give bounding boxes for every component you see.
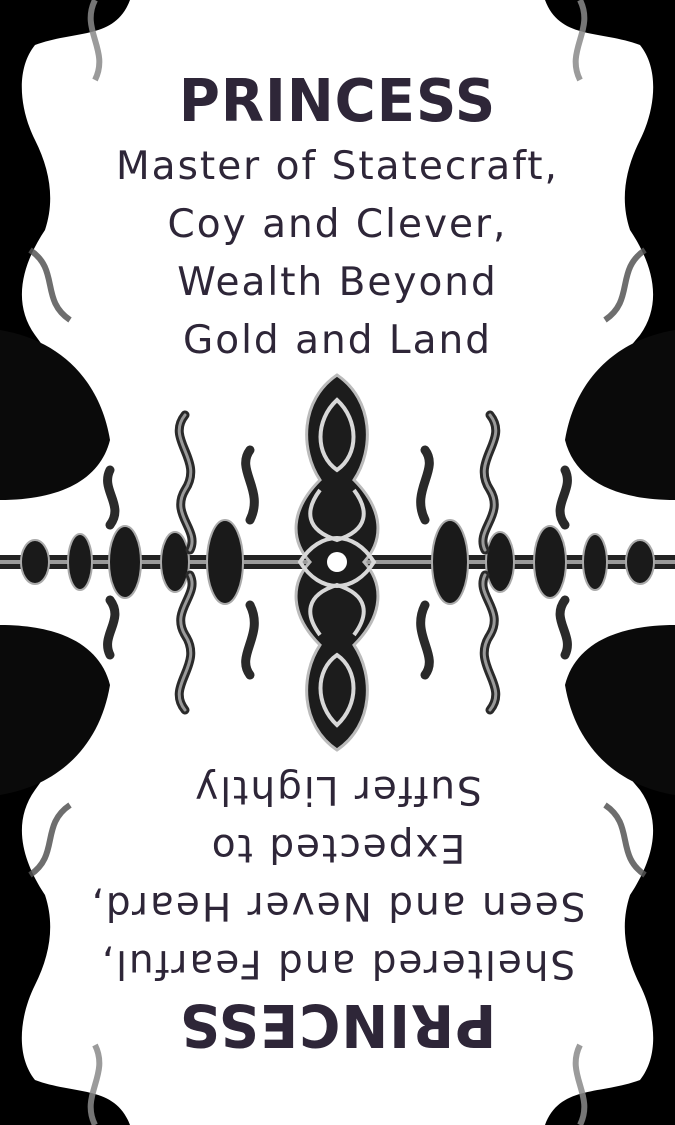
top-line-3: Wealth Beyond (177, 260, 498, 305)
bottom-line-4: Suffer Lightly (193, 767, 482, 812)
card-title-bottom: PRINCESS (178, 990, 497, 1059)
bottom-line-1: Sheltered and Fearful, (99, 941, 576, 986)
top-line-4: Gold and Land (183, 318, 492, 363)
top-text-block (0, 67, 675, 370)
bottom-text-block-inverted (0, 767, 675, 1060)
bottom-line-3: Expected to (209, 825, 466, 870)
top-line-2: Coy and Clever, (167, 202, 508, 247)
top-line-1: Master of Statecraft, (116, 144, 559, 189)
card-title-top: PRINCESS (178, 67, 497, 136)
bottom-line-2: Seen and Never Heard, (89, 883, 586, 928)
